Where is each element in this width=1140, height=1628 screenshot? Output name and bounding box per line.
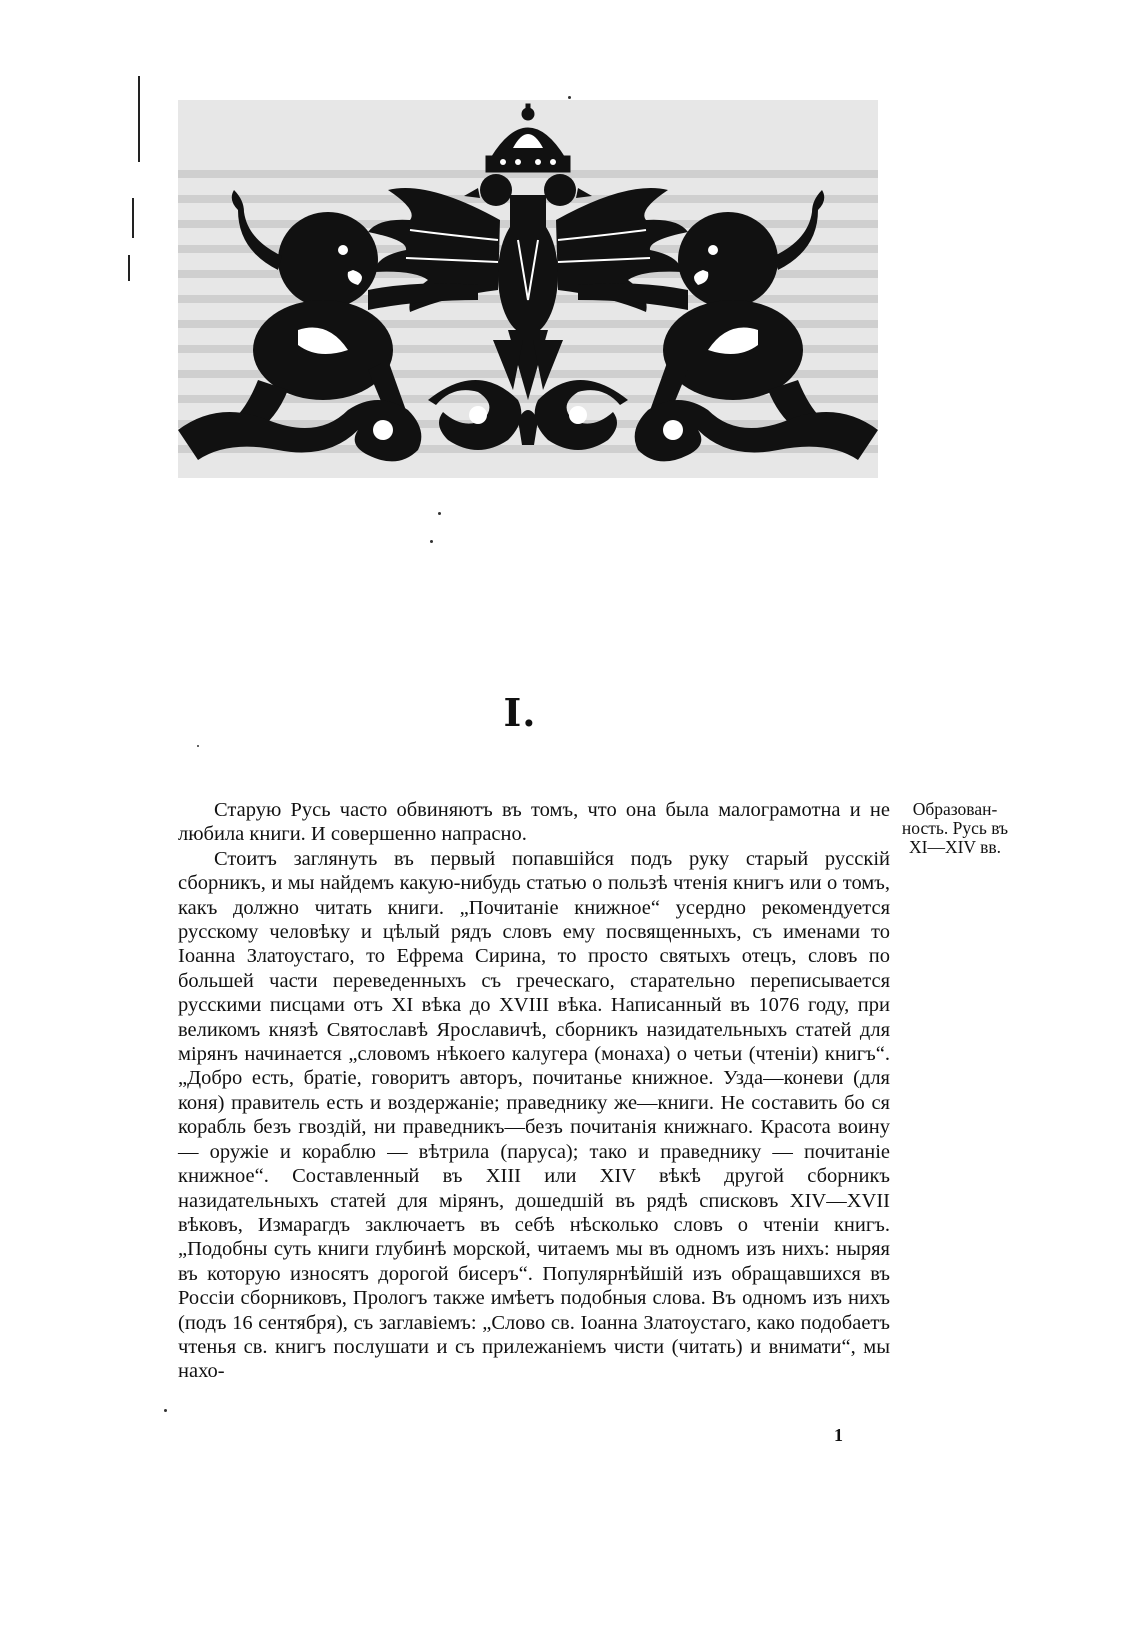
paragraph: Стоитъ заглянуть въ первый попавшійся подъ руку старый русскій сборникъ, и мы найдемъ какую-нибудь статью о пользѣ чтенія книгъ или о томъ, какъ должно читать книги. „Почитаніе книжное“ усердно рекомендуется русскому человѣку и цѣлый рядъ словъ ему посвященныхъ, съ именами то Іоанна Златоустаго, то Ефрема Сирина, то просто святыхъ отецъ, словъ по большей части переведенныхъ съ греческаго, старательно переписывается русскими писцами отъ XI вѣка до XVIII вѣка. Написанный въ 1076 году, при великомъ князѣ Святославѣ Ярославичѣ, сборникъ назидательныхъ статей для мірянъ начинается „словомъ нѣкоего калугера (монаха) о четьи (чтеніи) книгъ“. „Добро есть, братіе, говоритъ авторъ, почитанье книжное. Узда—коневи (для коня) правитель есть и воздержаніе; праведнику же—книги. Не составить бо ся корабль безъ гвоздій, ни праведникъ—безъ почитанія книжнаго. Красота воину — оружіе и кораблю — вѣтрила (паруса); тако и праведнику — почитаніе книжное“. Составленный въ XIII или XIV вѣкѣ другой сборникъ назидательныхъ статей для мірянъ, дошедшій въ рядѣ списковъ XIV—XVII вѣковъ, Измарагдъ заключаетъ въ себѣ нѣсколько словъ о чтеніи книгъ. „Подобны суть книги глубинѣ морской, читаемъ мы въ одномъ изъ нихъ: ныряя въ которую износятъ дорогой бисеръ“. Популярнѣйшій изъ обращавшихся въ Россіи сборниковъ, Прологъ также имѣетъ подобныя слова. Въ одномъ изъ нихъ (подъ 16 сентября), съ заглавіемъ: „Слово св. Іоанна Златоустаго, како подобаетъ чтенья св. книгъ послушати и съ прилежаніемъ чисти (читать) и внимати“, мы нахо-: [178, 847, 890, 1383]
margin-note: Образован-ность. Русь въ XI—XIV вв.: [901, 799, 1009, 857]
scan-speck: [568, 96, 571, 99]
scan-speck: [438, 512, 441, 515]
scan-speck: [430, 540, 433, 543]
scan-margin-dash: [132, 198, 134, 238]
scan-margin-dash: [128, 255, 130, 281]
page-number: 1: [834, 1425, 843, 1445]
chapter-number: I.: [503, 690, 537, 735]
scan-margin-line: [138, 76, 140, 162]
body-text: [178, 798, 890, 1384]
paragraph: Старую Русь часто обвиняютъ въ томъ, что она была малограмотна и не любила книги. И совершенно напрасно.: [178, 799, 890, 846]
headpiece-ornament: [178, 100, 878, 478]
scan-speck: [164, 1409, 167, 1412]
scan-speck: [197, 745, 199, 747]
